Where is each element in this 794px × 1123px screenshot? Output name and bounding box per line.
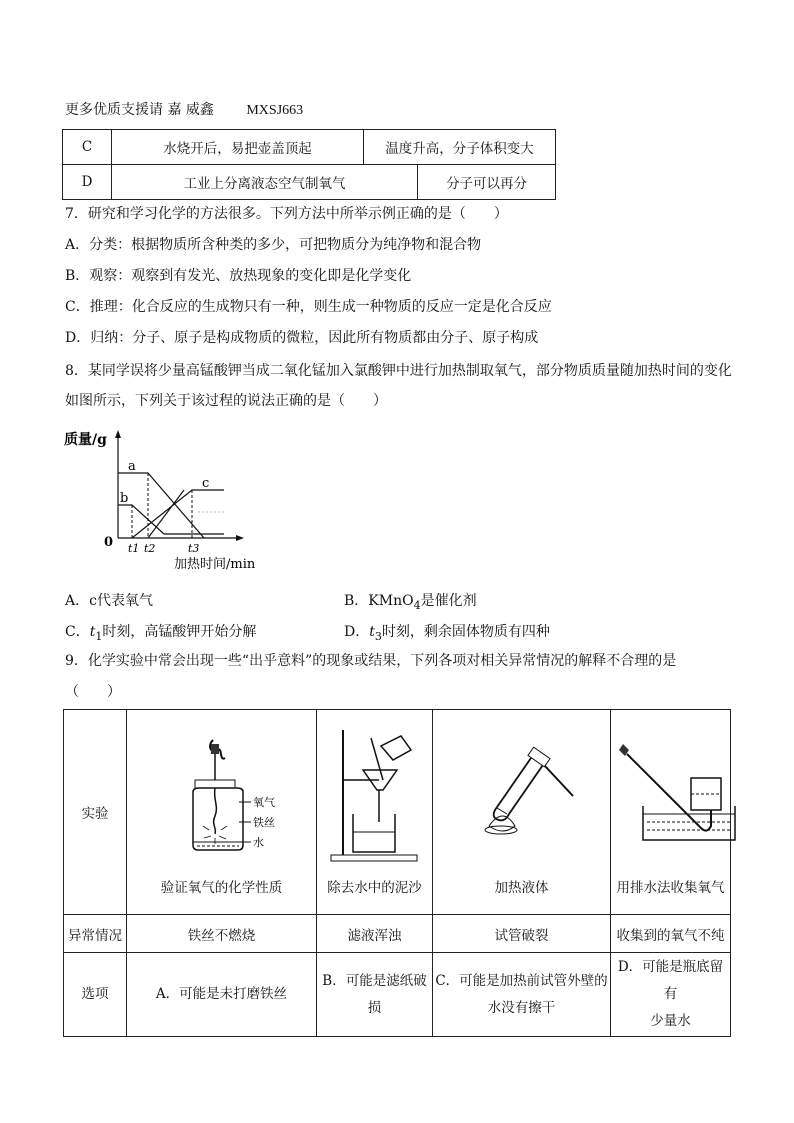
option-cell-c [433,953,611,1037]
option-b-line1: B．可能是滤纸破 [322,972,427,989]
q8-option-d: D．$t_3$时刻，剩余固体物质有四种 [344,624,550,643]
label-water: 水 [253,836,264,849]
filtration-diagram [317,710,430,870]
phenomenon-cell: 水烧开后，易把壶盖顶起 [112,130,364,165]
series-b-line [118,505,224,534]
experiment-oxygen [127,710,317,915]
label-oxygen: 氧气 [253,796,275,809]
explanation-cell: 温度升高，分子体积变大 [364,130,556,165]
abnormal-cell: 铁丝不燃烧 [127,915,317,953]
chart-origin: 0 [104,535,114,550]
q7-option-c: C．推理：化合反应的生成物只有一种，则生成一种物质的反应一定是化合反应 [65,299,552,315]
table-row [64,710,731,915]
q7-option-b: B．观察：观察到有发光、放热现象的变化即是化学变化 [65,268,412,284]
option-cell-b [317,953,433,1037]
series-d-line [148,490,184,538]
q9-stem: 9．化学实验中常会出现一些“出乎意料”的现象或结果，下列各项对相关异常情况的解释不合理的是 [65,653,677,669]
abnormal-cell: 滤液浑浊 [317,915,433,953]
q8-option-b: B．KMnO$_4$是催化剂 [344,593,477,612]
experiment-caption: 验证氧气的化学性质 [160,880,283,896]
option-cell-d [611,953,731,1037]
row-label: C [63,130,112,165]
heating-liquid-diagram [433,710,608,870]
water-displacement-diagram [611,710,741,870]
tick-t1: t1 [128,542,140,555]
experiment-caption: 用排水法收集氧气 [616,880,725,896]
q9-table [63,709,731,1037]
experiment-caption: 加热液体 [494,880,549,896]
row-label: D [63,165,112,200]
table-row [64,953,731,1037]
option-d-line1: D．可能是瓶底留有 [617,959,724,1002]
q7-option-a: A．分类：根据物质所含种类的多少，可把物质分为纯净物和混合物 [65,237,482,253]
option-cell-a [127,953,317,1037]
page-header [65,99,303,119]
phenomenon-cell: 工业上分离液态空气制氧气 [112,165,418,200]
experiment-water-collection [611,710,731,915]
iron-wire-combustion-diagram [127,710,314,870]
option-c-line2: 水没有擦干 [487,999,556,1016]
tick-t3: t3 [188,542,200,555]
abnormal-cell: 收集到的氧气不纯 [611,915,731,953]
option-b-line2: 损 [367,999,382,1016]
row-label-experiment: 实验 [64,710,127,915]
row-label-option: 选项 [64,953,127,1037]
q7-stem: 7．研究和学习化学的方法很多。下列方法中所举示例正确的是（ ） [65,206,508,222]
abnormal-cell: 试管破裂 [433,915,611,953]
q9-stem-tail: （ ） [65,684,121,700]
q6-options-table [62,129,556,200]
x-axis-arrow [236,535,244,541]
table-row [64,915,731,953]
chart-xlabel: 加热时间/min [174,557,256,572]
header-text: 更多优质支援请 嘉 威鑫 [65,102,214,118]
y-axis-arrow [115,430,121,438]
label-a: a [128,459,136,474]
q7-option-d: D．归纳：分子、原子是构成物质的微粒，因此所有物质都由分子、原子构成 [65,330,539,346]
tick-t2: t2 [144,542,156,555]
label-c: c [202,476,210,491]
chart-ylabel: 质量/g [64,432,107,448]
header-code: MXSJ663 [246,103,304,118]
q8-stem-line1: 8．某同学误将少量高锰酸钾当成二氧化锰加入氯酸钾中进行加热制取氧气，部分物质质量随加热时间的变化 [65,363,732,379]
explanation-cell: 分子可以再分 [418,165,556,200]
experiment-filtration [317,710,433,915]
option-a-text: A．可能是未打磨铁丝 [155,986,288,1002]
row-label-abnormal: 异常情况 [64,915,127,953]
option-c-line1: C．可能是加热前试管外壁的 [435,972,608,989]
q8-option-a: A．c代表氧气 [65,593,153,609]
mass-time-chart [62,426,282,576]
label-b: b [120,491,129,506]
table-row [63,130,556,165]
q8-stem-line2: 如图所示，下列关于该过程的说法正确的是（ ） [65,393,387,409]
table-row [63,165,556,200]
experiment-caption: 除去水中的泥沙 [327,880,422,896]
option-d-line2: 少量水 [650,1013,691,1029]
label-iron-wire: 铁丝 [253,816,275,829]
experiment-heating [433,710,611,915]
q8-option-c: C．$t_1$时刻，高锰酸钾开始分解 [65,624,257,643]
